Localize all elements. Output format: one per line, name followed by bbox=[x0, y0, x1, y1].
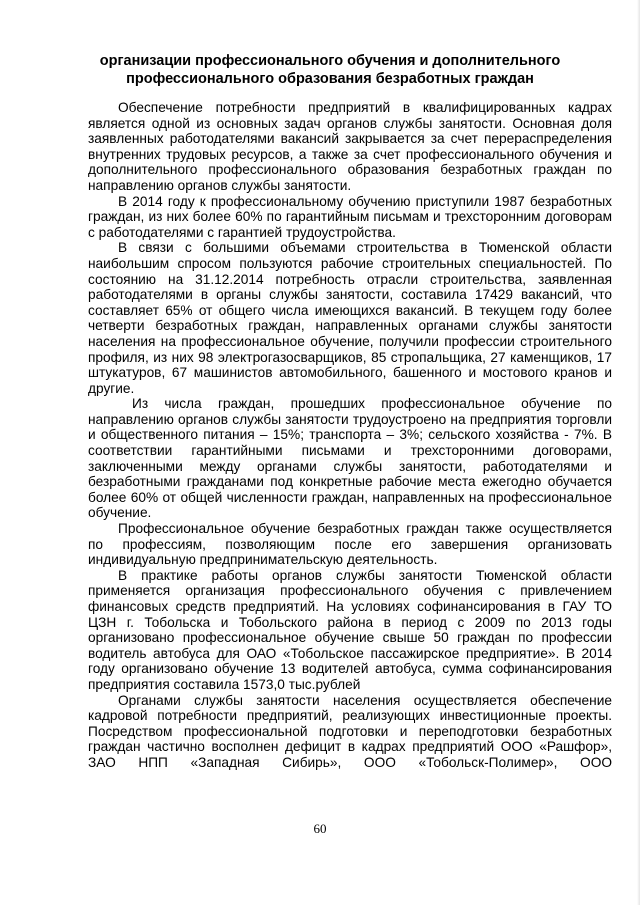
page-number: 60 bbox=[313, 821, 327, 836]
paragraph: В связи с большими объемами строительства в Тюменской области наибольшим спросом пользуются рабочие строительных специальностей. По состоянию на 31.12.2014 потребность отрасли строительства, заявленная работодателями в органы службы занятости, составила 17429 вакансий, что составляет 65% от общего числа имеющихся вакансий. В текущем году более четверти безработных граждан, направленных органами службы занятости населения на профессиональное обучение, получили профессии строительного профиля, из них 98 электрогазосварщиков, 85 стропальщика, 27 каменщиков, 17 штукатуров, 67 машинистов автомобильного, башенного и мостового кранов и другие. bbox=[88, 240, 612, 396]
paragraph: Обеспечение потребности предприятий в квалифицированных кадрах является одной из основных задач органов службы занятости. Основная доля заявленных работодателями вакансий закрывается за счет перераспределения внутренних трудовых ресурсов, а также за счет профессионального обучения и дополнительного профессионального образования безработных граждан по направлению органов службы занятости. bbox=[88, 100, 612, 193]
paragraph: В 2014 году к профессиональному обучению приступили 1987 безработных граждан, из них более 60% по гарантийным письмам и трехсторонним договорам с работодателями с гарантией трудоустройства. bbox=[88, 193, 612, 240]
section-title bbox=[90, 52, 570, 88]
section-title-line-1: организации профессионального обучения и дополнительного bbox=[99, 53, 561, 69]
paragraph: Профессиональное обучение безработных граждан также осуществляется по профессиям, позволяющим после его завершения организовать индивидуальную предпринимательскую деятельность. bbox=[88, 521, 612, 568]
section-title-line-2: профессионального образования безработных граждан bbox=[126, 71, 534, 87]
paragraph: Из числа граждан, прошедших профессиональное обучение по направлению органов службы занятости трудоустроено на предприятия торговли и общественного питания – 15%; транспорта – 3%; сельского хозяйства - 7%. В соответствии гарантийными письмами и трехсторонними договорами, заключенными между органами службы занятости, работодателями и безработными гражданами под конкретные рабочие места ежегодно обучается более 60% от общей численности граждан, направленных на профессиональное обучение. bbox=[88, 396, 612, 521]
body-text bbox=[88, 100, 612, 771]
paragraph: Органами службы занятости населения осуществляется обеспечение кадровой потребности предприятий, реализующих инвестиционные проекты. Посредством профессиональной подготовки и переподготовки безработных граждан частично восполнен дефицит в кадрах предприятий ООО «Рашфор», ЗАО НПП «Западная Сибирь», ООО «Тобольск-Полимер», ООО bbox=[88, 692, 612, 770]
paragraph: В практике работы органов службы занятости Тюменской области применяется организация профессионального обучения с привлечением финансовых средств предприятий. На условиях софинансирования в ГАУ ТО ЦЗН г. Тобольска и Тобольского района в период с 2009 по 2013 годы организовано профессиональное обучение свыше 50 граждан по профессии водитель автобуса для ОАО «Тобольское пассажирское предприятие». В 2014 году организовано обучение 13 водителей автобуса, сумма софинансирования предприятия составила 1573,0 тыс.рублей bbox=[88, 567, 612, 692]
